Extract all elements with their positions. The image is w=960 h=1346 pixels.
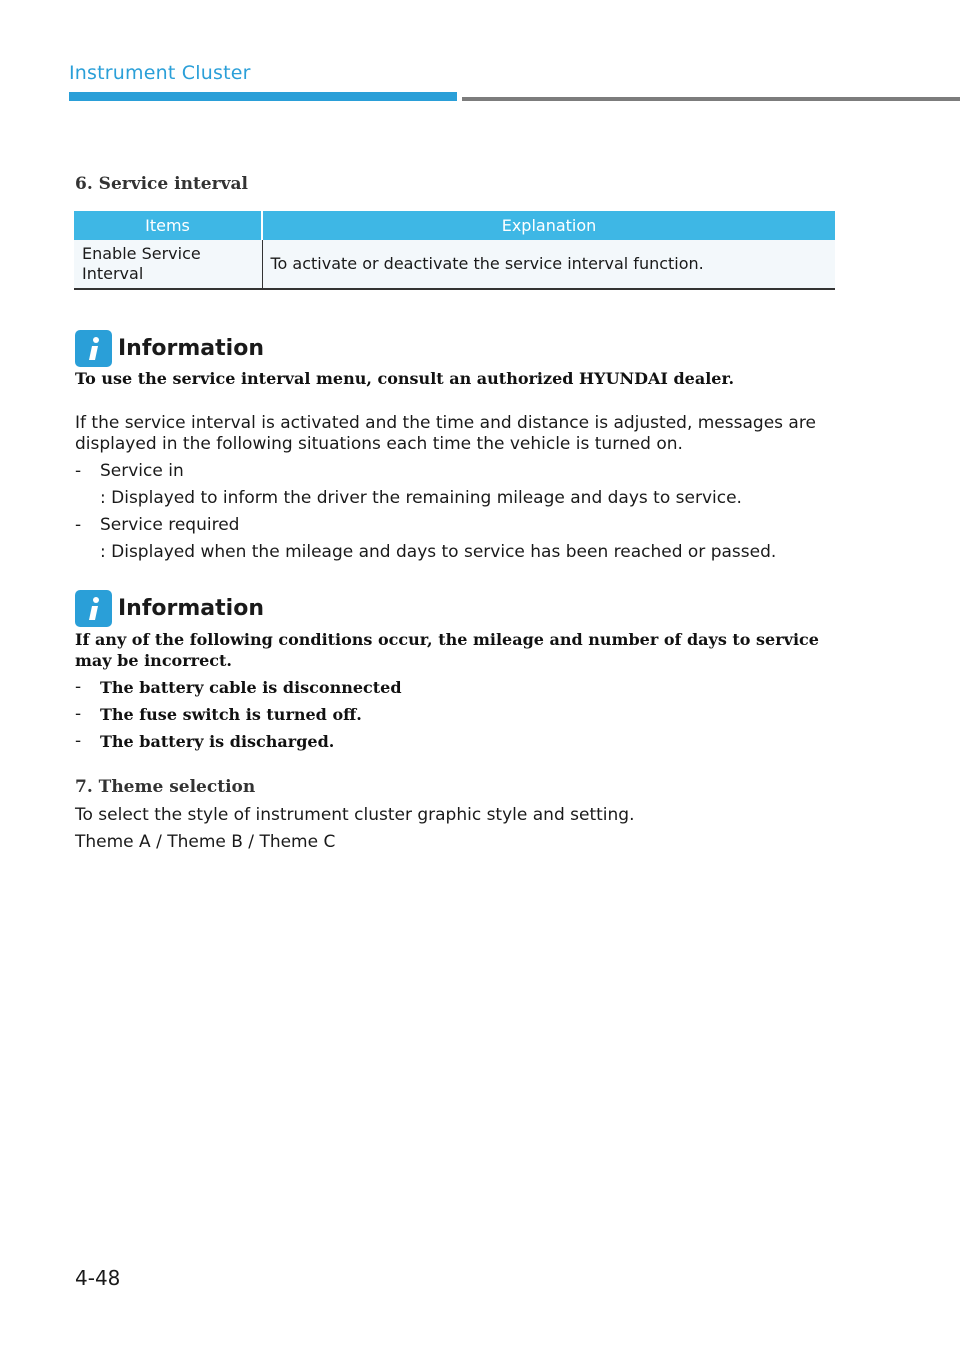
bullet-battery-discharged: The battery is discharged. [100, 732, 335, 751]
theme-description: To select the style of instrument cluster graphic style and setting. [75, 805, 635, 825]
table-cell-item: Enable Service Interval [74, 240, 262, 289]
bullet-title-service-in: Service in [100, 461, 184, 481]
section-6-heading: 6. Service interval [75, 174, 248, 194]
information-heading-2 [75, 590, 264, 627]
page-number: 4-48 [75, 1266, 121, 1290]
column-header-explanation: Explanation [262, 211, 835, 240]
bullet-dash: - [75, 731, 82, 751]
table-cell-explanation: To activate or deactivate the service interval function. [262, 240, 835, 289]
bullet-battery-cable: The battery cable is disconnected [100, 678, 402, 697]
info-icon [75, 590, 112, 627]
bullet-fuse-switch: The fuse switch is turned off. [100, 705, 362, 724]
bullet-dash: - [75, 704, 82, 724]
section-7-heading: 7. Theme selection [75, 777, 256, 797]
information-note-1: To use the service interval menu, consult an authorized HYUNDAI dealer. [75, 369, 735, 388]
service-interval-table [74, 211, 835, 290]
information-heading-1 [75, 330, 264, 367]
header-title: Instrument Cluster [69, 62, 251, 84]
info-icon [75, 330, 112, 367]
information-note-2: If any of the following conditions occur, the mileage and number of days to service may be incorrect. [75, 630, 819, 670]
table-header-row [74, 211, 835, 240]
information-label: Information [118, 336, 264, 361]
bullet-desc-service-required: : Displayed when the mileage and days to service has been reached or passed. [100, 542, 777, 562]
header-accent-bar [69, 92, 457, 101]
bullet-title-service-required: Service required [100, 515, 240, 535]
bullet-dash: - [75, 461, 82, 481]
theme-options: Theme A / Theme B / Theme C [75, 832, 336, 852]
service-interval-paragraph: If the service interval is activated and the time and distance is adjusted, messages are displayed in the following situations each time the vehicle is turned on. [75, 413, 816, 454]
table-row [74, 240, 835, 289]
information-label: Information [118, 596, 264, 621]
bullet-desc-service-in: : Displayed to inform the driver the remaining mileage and days to service. [100, 488, 742, 508]
bullet-dash: - [75, 677, 82, 697]
header-rule [462, 97, 960, 101]
column-header-items: Items [74, 211, 262, 240]
bullet-dash: - [75, 515, 82, 535]
